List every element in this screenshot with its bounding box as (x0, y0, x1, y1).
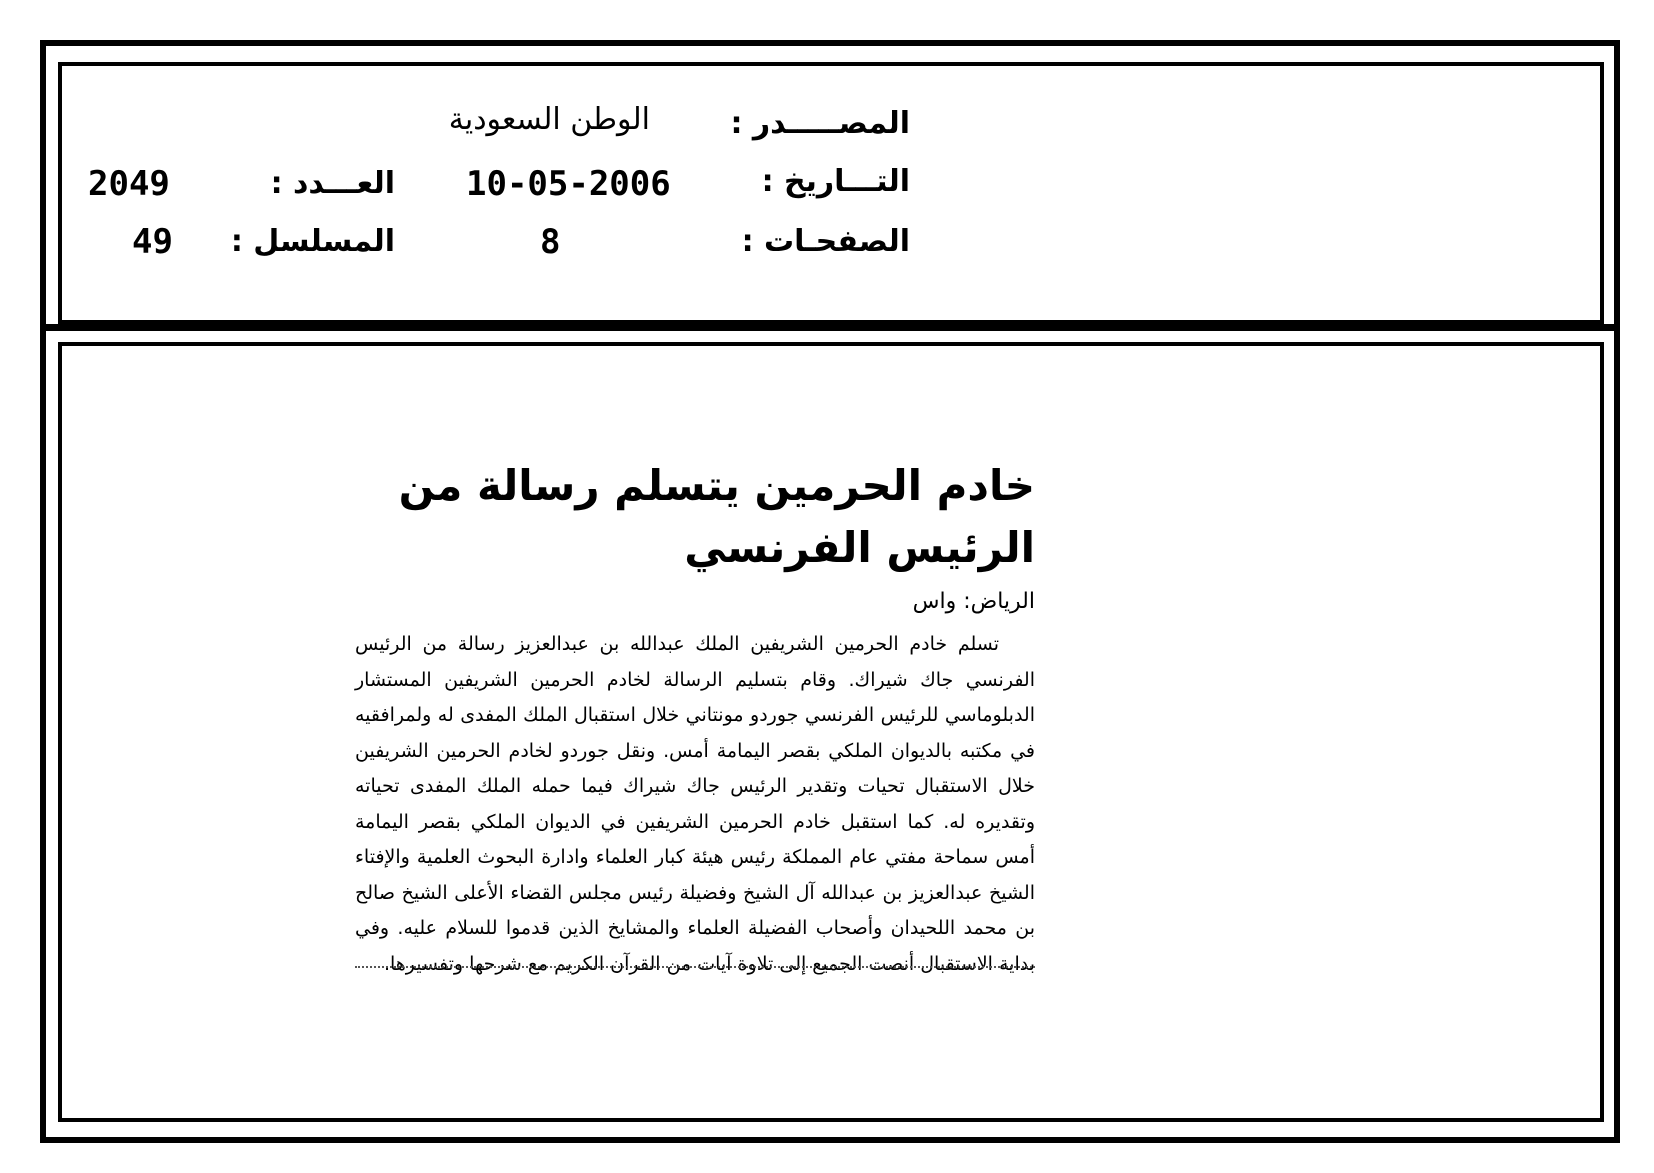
pages-label: الصفحـات : (741, 224, 910, 259)
article-body: تسلم خادم الحرمين الشريفين الملك عبدالله بن عبدالعزيز رسالة من الرئيس الفرنسي جاك شيراك. وقام بتسليم الرسالة لخادم الحرمين الشريفين المستشار الدبلوماسي للرئيس الفرنسي جوردو مونتاني خلال استقبال الملك المفدى له ولمرافقيه في مكتبه بالديوان الملكي بقصر اليمامة أمس. ونقل جوردو لخادم الحرمين الشريفين خلال الاستقبال تحيات وتقدير الرئيس جاك شيراك فيما حمله الملك المفدى تحياته وتقديره له. كما استقبل خادم الحرمين الشريفين في الديوان الملكي بقصر اليمامة أمس سماحة مفتي عام المملكة رئيس هيئة كبار العلماء وادارة البحوث العلمية والإفتاء الشيخ عبدالعزيز بن عبدالله آل الشيخ وفضيلة رئيس مجلس القضاء الأعلى الشيخ صالح بن محمد اللحيدان وأصحاب الفضيلة العلماء والمشايخ الذين قدموا للسلام عليه. وفي بداية الاستقبال أنصت الجميع إلى تلاوة آيات من القرآن الكريم مع شرحها وتفسيرها. (355, 633, 1035, 975)
serial-label: المسلسل : (230, 224, 395, 259)
issue-value: 2049 (88, 164, 170, 204)
article-headline: خادم الحرمين يتسلم رسالة من الرئيس الفرنسي (398, 461, 1035, 572)
pages-value: 8 (540, 222, 561, 262)
article-dateline: الرياض: واس (912, 589, 1035, 614)
serial-value: 49 (132, 222, 173, 262)
issue-label: العـــدد : (270, 166, 395, 201)
source-value: الوطن السعودية (448, 102, 650, 137)
date-value: 10-05-2006 (466, 164, 671, 204)
date-label: التـــاريخ : (761, 164, 910, 199)
article-end-rule (355, 966, 1035, 968)
source-label: المصـــــدر : (730, 106, 910, 141)
article-clipping (355, 455, 1035, 982)
header-divider (46, 324, 1614, 331)
